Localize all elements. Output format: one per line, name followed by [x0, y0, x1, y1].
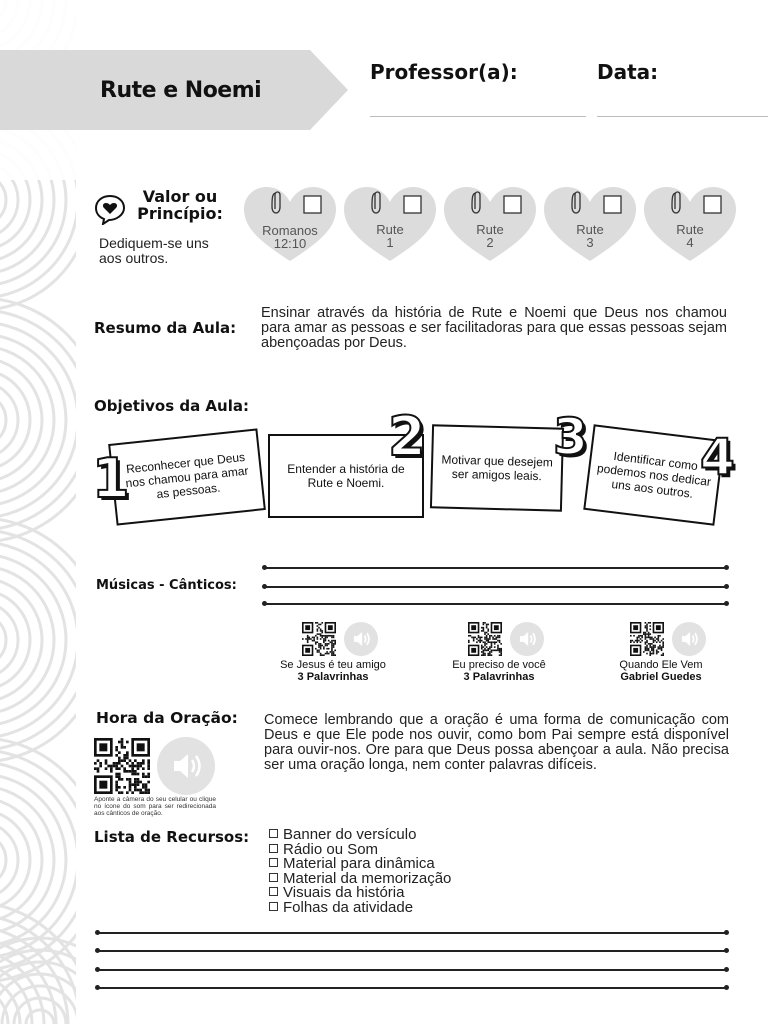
song-label[interactable]: [586, 659, 736, 683]
resources-list: [269, 828, 451, 915]
checkbox[interactable]: [269, 829, 278, 838]
summary-text: Ensinar através da história de Rute e Noemi que Deus nos chamou para amar as pessoas e ser facilitadoras para que essas pessoas sejam abençoadas por Deus.: [261, 305, 727, 351]
checkbox: [504, 196, 521, 213]
checkbox: [604, 196, 621, 213]
lesson-title: Rute e Noemi: [100, 78, 262, 103]
notes-write-line: [98, 987, 726, 989]
notes-write-line: [98, 932, 726, 934]
background-arc: [0, 174, 6, 226]
objective-text: Motivar que desejem ser amigos leais.: [441, 452, 554, 484]
line-dot: [95, 948, 100, 953]
value-text: Dediquem-se uns aos outros.: [99, 235, 209, 266]
prayer-qr-note: Aponte a câmera do seu celular ou clique no ícone do som para ser redirecionada aos cânticos de oração.: [94, 796, 216, 817]
heart-ref-line1: Rute: [676, 222, 704, 237]
music-write-line: [265, 567, 726, 569]
teacher-label: Professor(a):: [370, 60, 518, 84]
line-dot: [724, 584, 729, 589]
music-label: Músicas - Cânticos:: [96, 578, 237, 593]
prayer-speaker-icon[interactable]: [157, 737, 215, 795]
heart-ref-line2: 4: [686, 235, 694, 250]
song-qr-code[interactable]: [302, 622, 336, 656]
background-arc: [0, 834, 6, 886]
line-dot: [95, 967, 100, 972]
speaker-icon[interactable]: [510, 622, 544, 656]
summary-label: Resumo da Aula:: [94, 319, 237, 337]
line-dot: [724, 565, 729, 570]
heart-ref-line1: Rute: [576, 222, 604, 237]
heart-ref-line2: 1: [386, 235, 394, 250]
song-label[interactable]: [258, 659, 408, 683]
objective-text: Reconhecer que Deus nos chamou para amar as pessoas.: [124, 449, 250, 502]
checkbox: [404, 196, 421, 213]
line-dot: [724, 967, 729, 972]
background-arc: [0, 394, 6, 446]
resource-label: Rádio ou Som: [283, 840, 379, 858]
objective-number: 3: [553, 408, 588, 466]
checkbox: [704, 196, 721, 213]
objective-text: Identificar como podemos nos dedicar uns aos outros.: [596, 448, 712, 501]
heart-ref-line2: 2: [486, 235, 494, 250]
resources-label: Lista de Recursos:: [94, 828, 250, 846]
heart-ref-line1: Romanos: [262, 223, 318, 238]
song-label[interactable]: [424, 659, 574, 683]
background-arc: [0, 566, 54, 714]
objective-card: [430, 424, 564, 511]
checkbox[interactable]: [269, 902, 278, 911]
checkbox[interactable]: [269, 858, 278, 867]
music-write-line: [265, 603, 726, 605]
objective-number: 4: [700, 428, 735, 486]
teacher-line: [370, 116, 586, 117]
line-dot: [95, 985, 100, 990]
background-arc: [0, 614, 6, 666]
line-dot: [724, 948, 729, 953]
line-dot: [262, 601, 267, 606]
song-title: Quando Ele Vem: [619, 659, 703, 671]
line-dot: [724, 985, 729, 990]
song-title: Eu preciso de você: [452, 659, 546, 671]
heart-ref-line1: Rute: [376, 222, 404, 237]
heart-reference: [442, 223, 538, 249]
song-artist: 3 Palavrinhas: [463, 671, 535, 683]
resource-label: Material da memorização: [283, 869, 452, 887]
line-dot: [95, 930, 100, 935]
resource-item[interactable]: [269, 898, 451, 916]
notes-write-line: [98, 969, 726, 971]
line-dot: [724, 601, 729, 606]
song-qr-code[interactable]: [630, 622, 664, 656]
checkbox[interactable]: [269, 873, 278, 882]
heart-reference: [542, 223, 638, 249]
heart-ref-line1: Rute: [476, 222, 504, 237]
resource-label: Visuais da história: [283, 884, 405, 901]
background-arc: [0, 382, 18, 458]
line-dot: [724, 930, 729, 935]
music-write-line: [265, 586, 726, 588]
song-artist: Gabriel Guedes: [620, 671, 702, 683]
resource-label: Folhas da atividade: [283, 898, 414, 916]
song-qr-code[interactable]: [468, 622, 502, 656]
notes-write-line: [98, 950, 726, 952]
objective-number: 2: [388, 405, 426, 468]
background-arc: [0, 602, 18, 678]
value-label: Valor ou Princípio:: [137, 187, 223, 223]
heart-speech-icon: [94, 193, 126, 225]
date-line: [597, 116, 768, 117]
heart-reference: [342, 223, 438, 249]
checkbox: [304, 196, 321, 213]
speaker-icon[interactable]: [672, 622, 706, 656]
prayer-text: Comece lembrando que a oração é uma forma de comunicação com Deus e que Ele pode nos ouvir, como bom Pai sempre está disponível para ouvir-nos. Ore para que Deus possa abençoar a aula. Não precisa ser uma oração longa, nem conter palavras difíceis.: [264, 712, 729, 773]
objective-card: [108, 428, 266, 525]
heart-ref-line2: 12:10: [273, 236, 307, 251]
background-arc: [0, 346, 54, 494]
checkbox[interactable]: [269, 844, 278, 853]
song-artist: 3 Palavrinhas: [297, 671, 369, 683]
background-arc: [0, 786, 54, 934]
resource-label: Material para dinâmica: [283, 855, 435, 872]
objectives-label: Objetivos da Aula:: [94, 397, 249, 415]
checkbox[interactable]: [269, 887, 278, 896]
objective-text: Entender a história de Rute e Noemi.: [287, 462, 405, 490]
heart-ref-line2: 3: [586, 235, 594, 250]
heart-reference: [242, 224, 338, 250]
prayer-label: Hora da Oração:: [96, 709, 238, 727]
date-label: Data:: [597, 60, 659, 84]
resource-label: Banner do versículo: [283, 826, 417, 843]
background-arc: [0, 822, 18, 898]
line-dot: [262, 584, 267, 589]
line-dot: [262, 565, 267, 570]
objective-number: 1: [92, 447, 130, 510]
prayer-qr-code[interactable]: [94, 738, 150, 794]
speaker-icon[interactable]: [344, 622, 378, 656]
heart-reference: [642, 223, 738, 249]
song-title: Se Jesus é teu amigo: [280, 659, 386, 671]
